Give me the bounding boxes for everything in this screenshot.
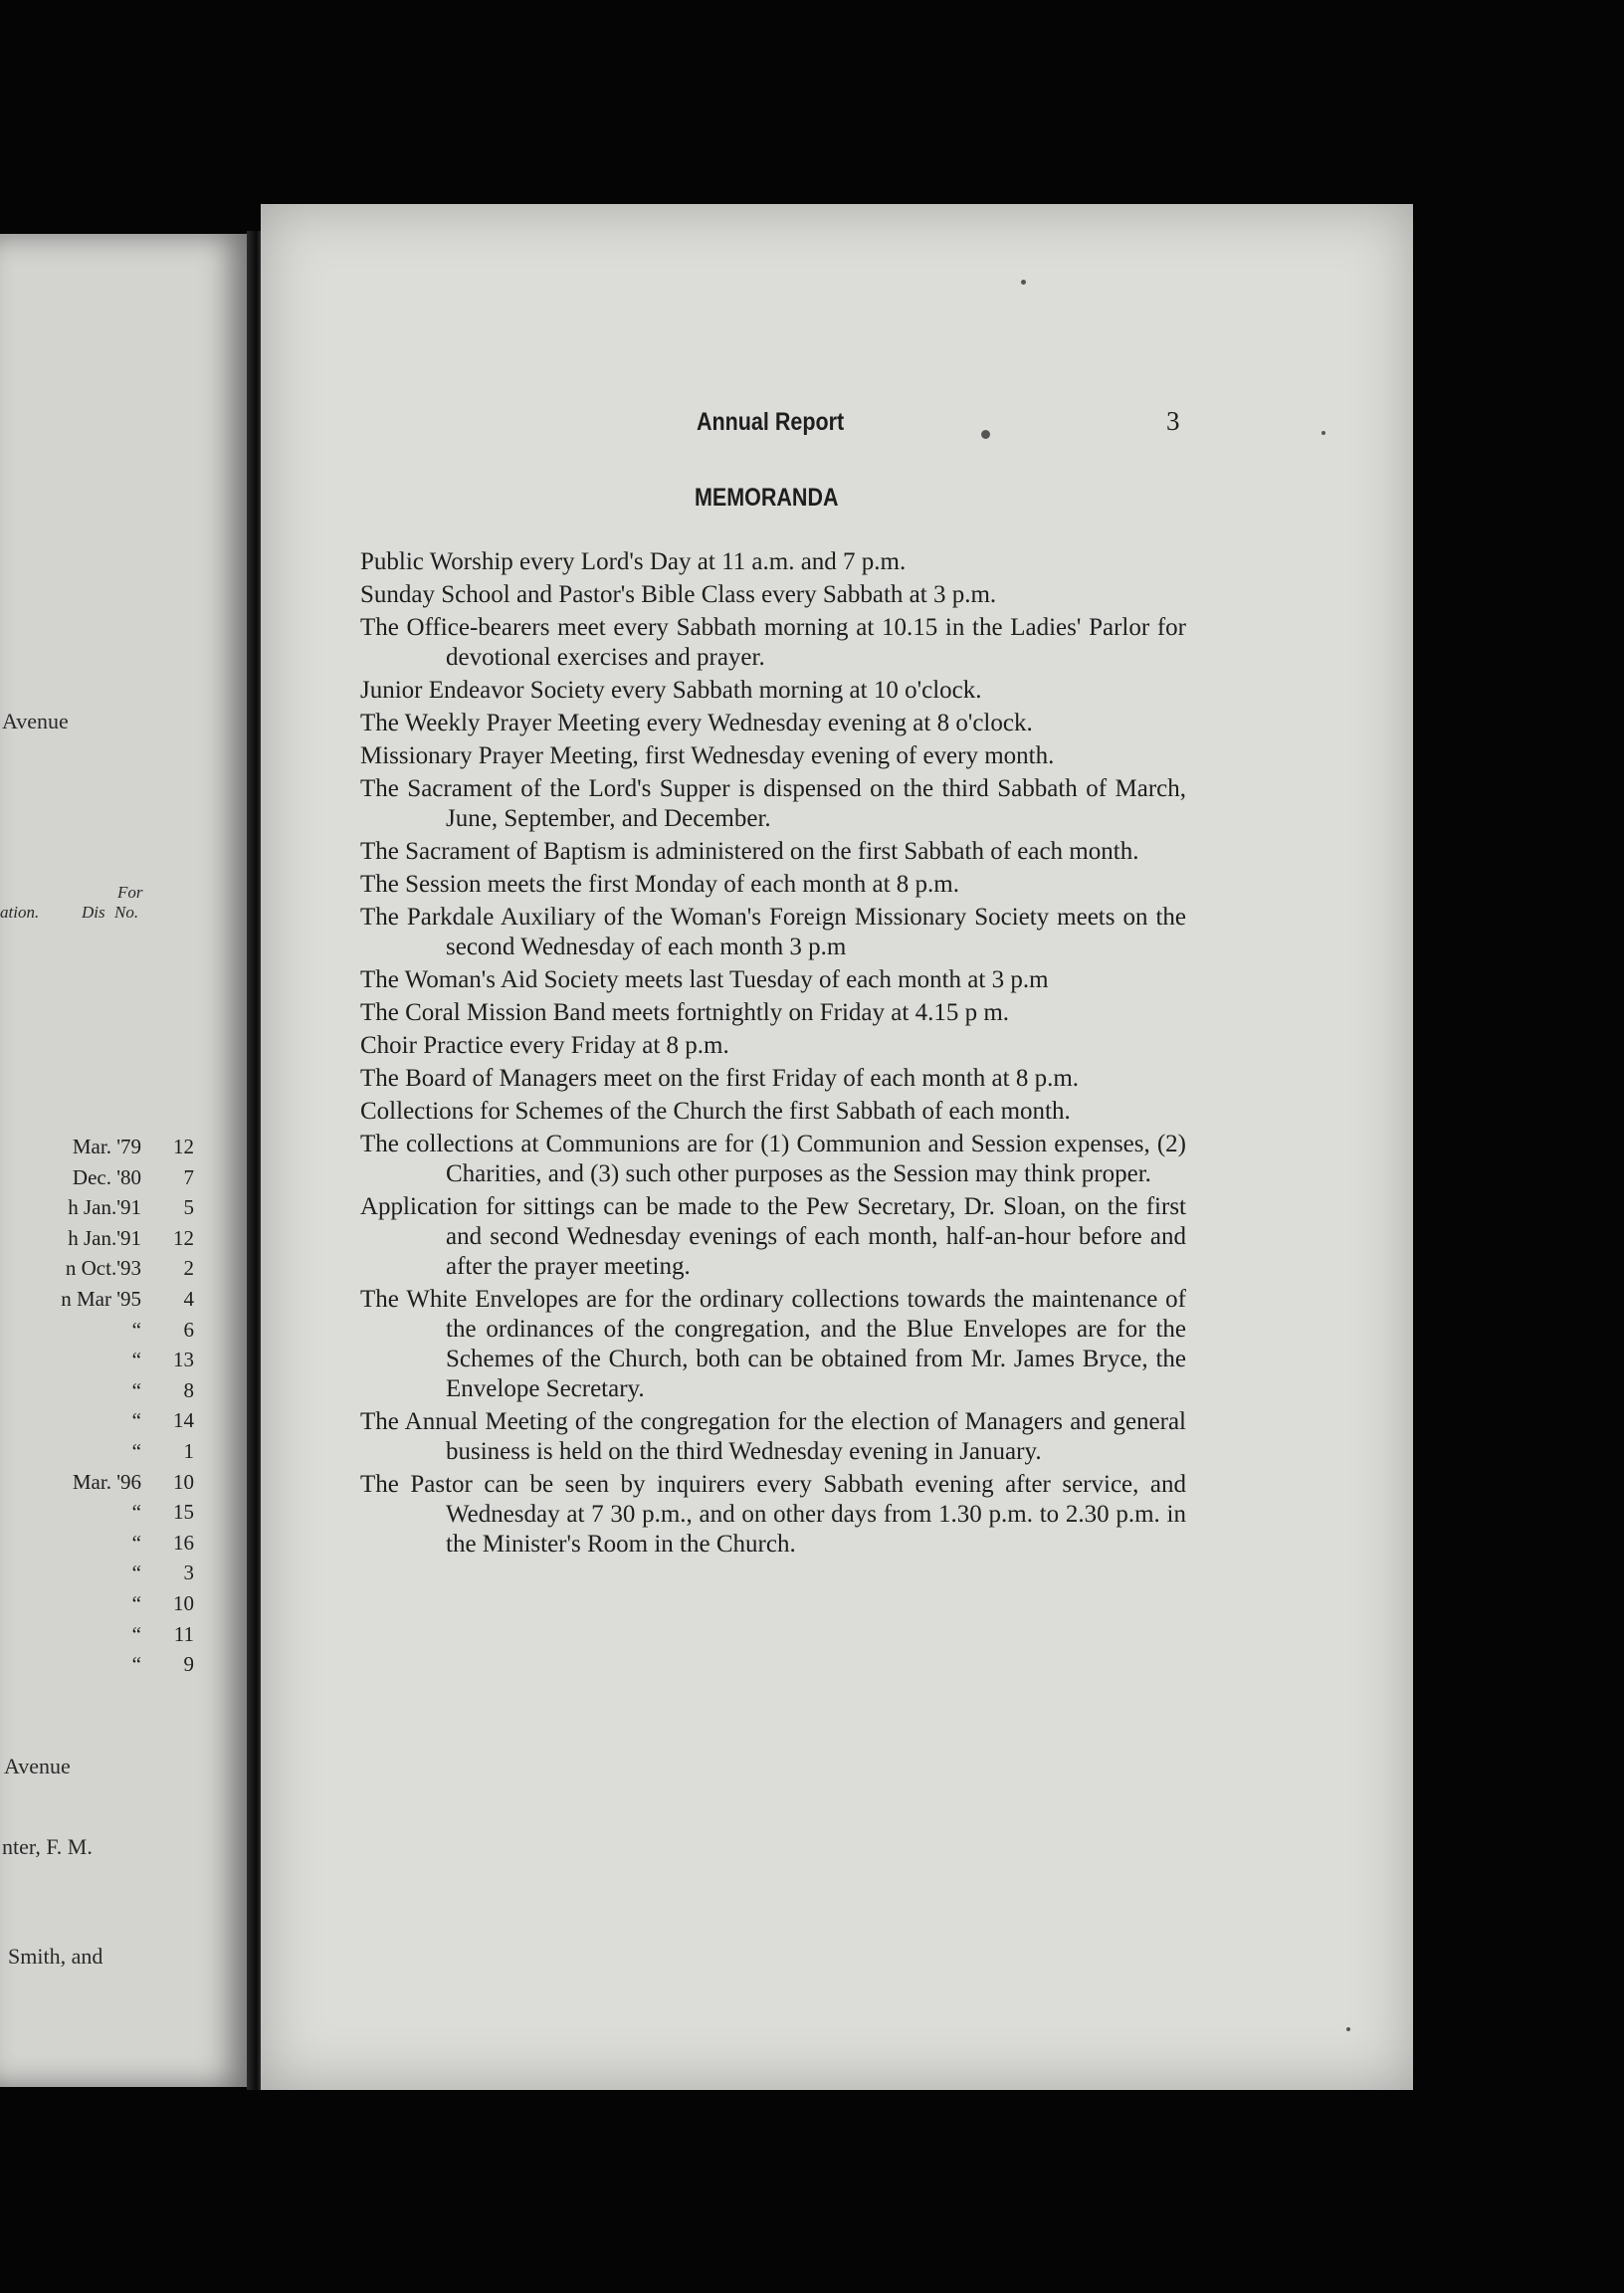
memorandum-item: Collections for Schemes of the Church the first Sabbath of each month. [360, 1098, 1071, 1125]
left-table-date: “ [131, 1530, 141, 1555]
section-title: MEMORANDA [695, 484, 839, 512]
memorandum-item: The Board of Managers meet on the first Friday of each month at 8 p.m. [360, 1065, 1080, 1092]
left-table-number: 2 [183, 1256, 194, 1281]
left-table-row [0, 1652, 249, 1683]
left-page [0, 234, 249, 2087]
left-table-number: 10 [173, 1469, 194, 1494]
left-table-number: 9 [183, 1652, 194, 1677]
left-table-date: h Jan.'91 [68, 1225, 141, 1250]
memorandum-item: Public Worship every Lord's Day at 11 a.m. and 7 p.m. [360, 548, 907, 575]
left-table-number: 10 [173, 1590, 194, 1615]
left-table-number: 1 [183, 1438, 194, 1463]
memorandum-item: The Pastor can be seen by inquirers every Sabbath evening after service, and Wednesday at 7 30 p.m., and on other days from 1.30 p.m. to 2.30 p.m. in the Minister's Room in the Church. [360, 1471, 1186, 1558]
page-number: 3 [1166, 406, 1180, 436]
left-avenue-text: Avenue [2, 709, 69, 733]
left-avenue-text-2: Avenue [4, 1754, 71, 1778]
left-table-row [0, 1531, 249, 1562]
memorandum-item: The Session meets the first Monday of each month at 8 p.m. [360, 871, 959, 898]
left-table-row [0, 1256, 249, 1287]
left-table-number: 6 [183, 1317, 194, 1342]
running-header: Annual Report [697, 408, 845, 436]
left-table-row [0, 1226, 249, 1257]
memorandum-item: The Parkdale Auxiliary of the Woman's Foreign Missionary Society meets on the second Wednesday of each month 3 p.m [360, 904, 1186, 960]
memorandum-item: The Sacrament of Baptism is administered on the first Sabbath of each month. [360, 838, 1139, 865]
memorandum-item: Application for sittings can be made to the Pew Secretary, Dr. Sloan, on the first and second Wednesday evenings of each month, half-an-hour before and after the prayer meeting. [360, 1193, 1186, 1280]
left-table-row [0, 1287, 249, 1318]
left-table-date: “ [131, 1621, 141, 1646]
left-table-row [0, 1470, 249, 1501]
left-col-header-for: For [117, 883, 143, 902]
left-table-number: 3 [183, 1561, 194, 1585]
left-table-number: 14 [173, 1408, 194, 1433]
left-table-date: Dec. '80 [72, 1164, 141, 1189]
left-table-date: “ [131, 1438, 141, 1463]
left-table-number: 4 [183, 1286, 194, 1311]
left-table-row [0, 1348, 249, 1378]
page-speck [981, 430, 990, 439]
left-table-date: Mar. '96 [72, 1469, 141, 1494]
left-table-date: “ [131, 1408, 141, 1433]
left-fragment-text-2: Smith, and [8, 1944, 103, 1969]
left-table-number: 11 [173, 1621, 194, 1646]
left-table-row [0, 1500, 249, 1531]
left-table-number: 5 [183, 1195, 194, 1220]
left-table-date: n Oct.'93 [65, 1256, 141, 1281]
left-table-row [0, 1378, 249, 1409]
left-table-number: 12 [173, 1135, 194, 1158]
left-table-date: “ [131, 1590, 141, 1615]
page-speck [1346, 2027, 1350, 2031]
memorandum-item: The collections at Communions are for (1) Communion and Session expenses, (2) Charities, and (3) such other purposes as the Session may think proper. [360, 1131, 1186, 1187]
left-table-number: 12 [173, 1225, 194, 1250]
memorandum-item: The Annual Meeting of the congregation for the election of Managers and general business is held on the third Wednesday evening in January. [360, 1408, 1186, 1465]
left-table-number: 7 [183, 1164, 194, 1189]
left-table-date: n Mar '95 [61, 1286, 141, 1311]
left-table-row [0, 1622, 249, 1653]
left-table-date: “ [131, 1652, 141, 1677]
memorandum-item: The Coral Mission Band meets fortnightly on Friday at 4.15 p m. [360, 999, 1010, 1026]
memorandum-item: The Weekly Prayer Meeting every Wednesday evening at 8 o'clock. [360, 710, 1033, 736]
memoranda-list [360, 547, 1186, 1563]
left-table-date: “ [131, 1348, 141, 1372]
left-fragment-text: nter, F. M. [2, 1834, 93, 1859]
left-table-row [0, 1318, 249, 1349]
left-table-row [0, 1195, 249, 1226]
left-table-date: Mar. '79 [72, 1135, 141, 1158]
left-col-header-dis: Dis [82, 903, 105, 922]
left-table-number: 16 [173, 1530, 194, 1555]
left-table-number: 8 [183, 1377, 194, 1402]
left-table-number: 15 [173, 1500, 194, 1525]
memorandum-item: The White Envelopes are for the ordinary collections towards the maintenance of the ordinances of the congregation, and the Blue Envelopes are for the Schemes of the Church, both can be obtained from Mr. James Bryce, the Envelope Secretary. [360, 1286, 1186, 1402]
left-dates-table [0, 1135, 249, 1683]
memorandum-item: The Sacrament of the Lord's Supper is dispensed on the third Sabbath of March, June, September, and December. [360, 775, 1186, 832]
left-table-row [0, 1408, 249, 1439]
left-table-date: h Jan.'91 [68, 1195, 141, 1220]
left-table-number: 13 [173, 1348, 194, 1372]
page-speck [1321, 431, 1325, 435]
left-col-header-no: No. [114, 903, 139, 922]
memorandum-item: Missionary Prayer Meeting, first Wednesday evening of every month. [360, 742, 1055, 769]
left-table-row [0, 1165, 249, 1196]
left-col-header-ation: ation. [0, 903, 40, 922]
memorandum-item: Choir Practice every Friday at 8 p.m. [360, 1032, 729, 1059]
memorandum-item: Sunday School and Pastor's Bible Class every Sabbath at 3 p.m. [360, 581, 997, 608]
memorandum-item: Junior Endeavor Society every Sabbath morning at 10 o'clock. [360, 677, 982, 704]
memorandum-item: The Woman's Aid Society meets last Tuesday of each month at 3 p.m [360, 966, 1049, 993]
left-table-row [0, 1561, 249, 1591]
left-table-date: “ [131, 1561, 141, 1585]
memorandum-item: The Office-bearers meet every Sabbath morning at 10.15 in the Ladies' Parlor for devotional exercises and prayer. [360, 614, 1186, 671]
left-table-date: “ [131, 1377, 141, 1402]
left-table-date: “ [131, 1317, 141, 1342]
left-table-date: “ [131, 1500, 141, 1525]
left-table-row [0, 1591, 249, 1622]
left-table-row [0, 1439, 249, 1470]
page-speck [1021, 280, 1026, 285]
left-table-row [0, 1135, 249, 1165]
